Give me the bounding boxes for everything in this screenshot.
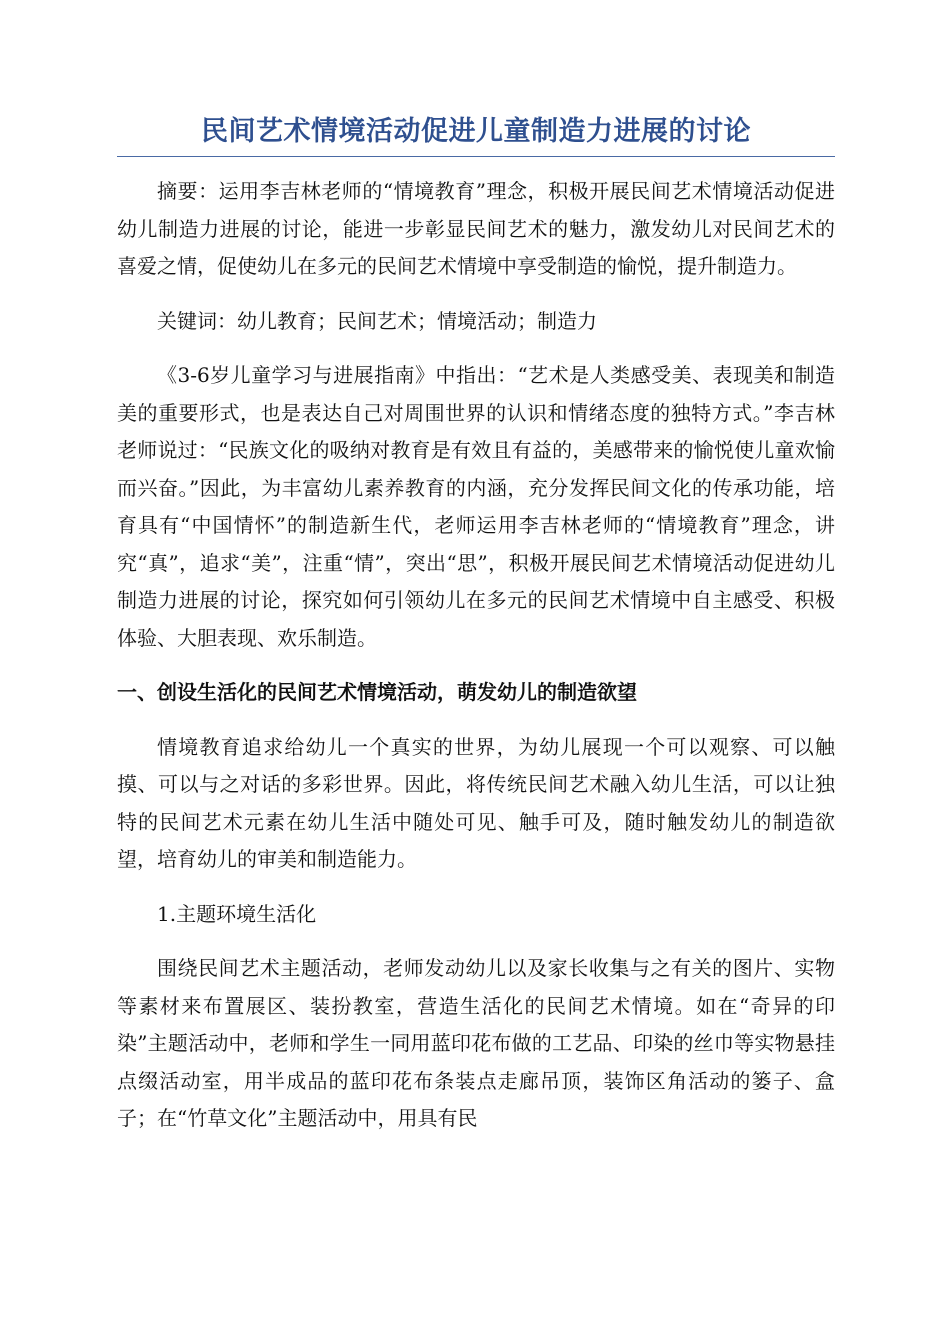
intro-paragraph: 《3-6岁儿童学习与进展指南》中指出：“艺术是人类感受美、表现美和制造美的重要形式，也是表达自己对周围世界的认识和情绪态度的独特方式。”李吉林老师说过：“民族文化的吸纳对教育是有效且有益的，美感带来的愉悦使儿童欢愉而兴奋。”因此，为丰富幼儿素养教育的内涵，充分发挥民间文化的传承功能，培育具有“中国情怀”的制造新生代，老师运用李吉林老师的“情境教育”理念，讲究“真”，追求“美”，注重“情”，突出“思”，积极开展民间艺术情境活动促进幼儿制造力进展的讨论，探究如何引领幼儿在多元的民间艺术情境中自主感受、积极体验、大胆表现、欢乐制造。	[117, 363, 835, 650]
section-paragraph: 情境教育追求给幼儿一个真实的世界，为幼儿展现一个可以观察、可以触摸、可以与之对话的多彩世界。因此，将传统民间艺术融入幼儿生活，可以让独特的民间艺术元素在幼儿生活中随处可见、触手可及，随时触发幼儿的制造欲望，培育幼儿的审美和制造能力。	[117, 734, 835, 871]
section-heading: 一、创设生活化的民间艺术情境活动，萌发幼儿的制造欲望	[117, 680, 637, 704]
subsection-paragraph: 围绕民间艺术主题活动，老师发动幼儿以及家长收集与之有关的图片、实物等素材来布置展区、装扮教室，营造生活化的民间艺术情境。如在“奇异的印染”主题活动中，老师和学生一同用蓝印花布做的工艺品、印染的丝巾等实物悬挂点缀活动室，用半成品的蓝印花布条装点走廊吊顶，装饰区角活动的篓子、盒子；在“竹草文化”主题活动中，用具有民	[117, 956, 835, 1130]
abstract-paragraph: 摘要：运用李吉林老师的“情境教育”理念，积极开展民间艺术情境活动促进幼儿制造力进展的讨论，能进一步彰显民间艺术的魅力，激发幼儿对民间艺术的喜爱之情，促使幼儿在多元的民间艺术情境中享受制造的愉悦，提升制造力。	[117, 179, 835, 278]
keywords-paragraph: 关键词：幼儿教育；民间艺术；情境活动；制造力	[157, 308, 597, 333]
document-page	[117, 110, 835, 1138]
document-title: 民间艺术情境活动促进儿童制造力进展的讨论	[117, 110, 835, 157]
subsection-heading: 1.主题环境生活化	[157, 901, 317, 926]
